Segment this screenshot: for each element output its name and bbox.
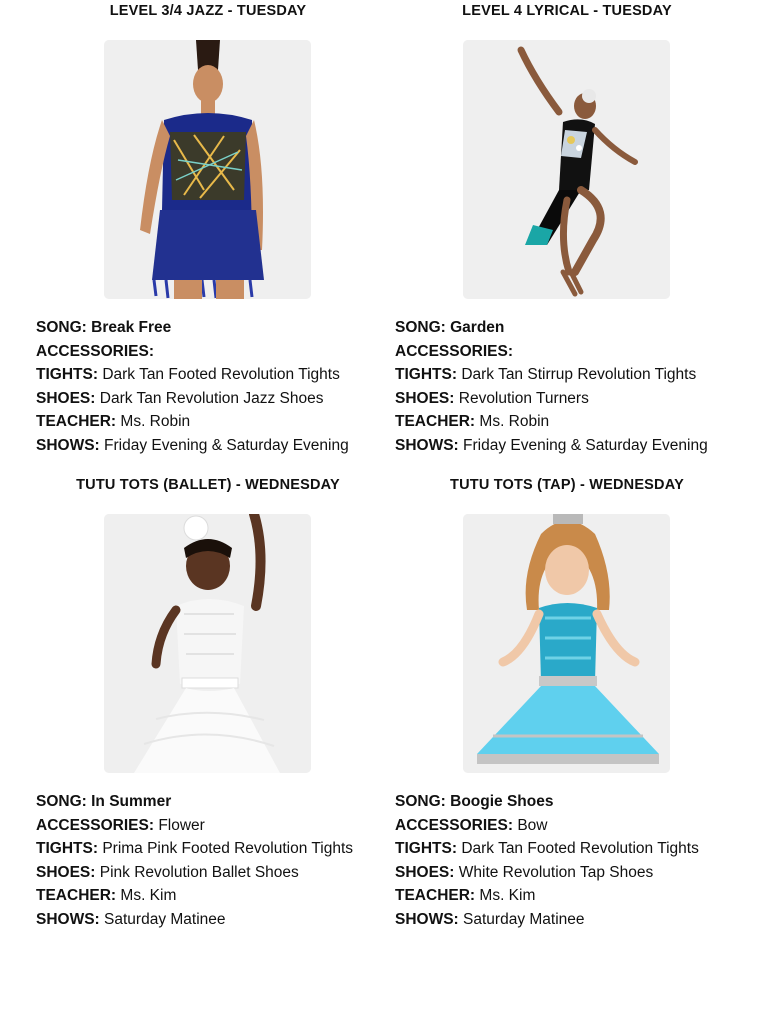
teacher-line: TEACHER: Ms. Robin [36, 413, 191, 431]
jazz-dancer-image [104, 40, 311, 299]
costume-photo-jazz [104, 40, 311, 299]
shows-line: SHOWS: Saturday Matinee [36, 910, 226, 928]
shows-line: SHOWS: Saturday Matinee [395, 910, 585, 928]
accessories-line: ACCESSORIES: [395, 342, 513, 360]
accessories-line: ACCESSORIES: Flower [36, 816, 205, 834]
class-title: LEVEL 3/4 JAZZ - TUESDAY [109, 3, 307, 19]
shows-line: SHOWS: Friday Evening & Saturday Evening [36, 436, 349, 454]
accessories-line: ACCESSORIES: [36, 342, 154, 360]
song-line: SONG: Break Free [36, 319, 172, 336]
teacher-line: TEACHER: Ms. Kim [36, 887, 177, 905]
shows-line: SHOWS: Friday Evening & Saturday Evening [395, 436, 708, 454]
costume-photo-ballet [104, 514, 311, 773]
costume-details [395, 790, 775, 932]
song-line: SONG: In Summer [36, 793, 172, 810]
tights-line: TIGHTS: Dark Tan Footed Revolution Tights [395, 840, 699, 858]
song-line: SONG: Boogie Shoes [395, 793, 554, 810]
tights-line: TIGHTS: Prima Pink Footed Revolution Tights [36, 840, 354, 858]
tights-line: TIGHTS: Dark Tan Footed Revolution Tights [36, 366, 340, 384]
class-title: TUTU TOTS (BALLET) - WEDNESDAY [76, 477, 340, 493]
costume-photo-tap [463, 514, 670, 773]
costume-details [36, 316, 416, 458]
song-name: In Summer [91, 793, 172, 810]
song-name: Break Free [91, 319, 172, 336]
shoes-line: SHOES: Pink Revolution Ballet Shoes [36, 863, 299, 881]
tap-dancer-image [463, 514, 670, 773]
teacher-line: TEACHER: Ms. Robin [395, 413, 550, 431]
costume-photo-lyrical [463, 40, 670, 299]
ballet-dancer-image [104, 514, 311, 773]
shoes-line: SHOES: Dark Tan Revolution Jazz Shoes [36, 389, 324, 407]
class-title: TUTU TOTS (TAP) - WEDNESDAY [450, 477, 684, 493]
song-name: Garden [450, 319, 505, 336]
song-name: Boogie Shoes [450, 793, 554, 810]
tights-line: TIGHTS: Dark Tan Stirrup Revolution Tights [395, 366, 697, 384]
costume-details [36, 790, 416, 932]
costume-details [395, 316, 775, 458]
class-title: LEVEL 4 LYRICAL - TUESDAY [462, 3, 672, 19]
teacher-line: TEACHER: Ms. Kim [395, 887, 536, 905]
song-line: SONG: Garden [395, 319, 505, 336]
shoes-line: SHOES: White Revolution Tap Shoes [395, 863, 654, 881]
lyrical-dancer-image [463, 40, 670, 299]
shoes-line: SHOES: Revolution Turners [395, 389, 589, 407]
accessories-line: ACCESSORIES: Bow [395, 816, 548, 834]
